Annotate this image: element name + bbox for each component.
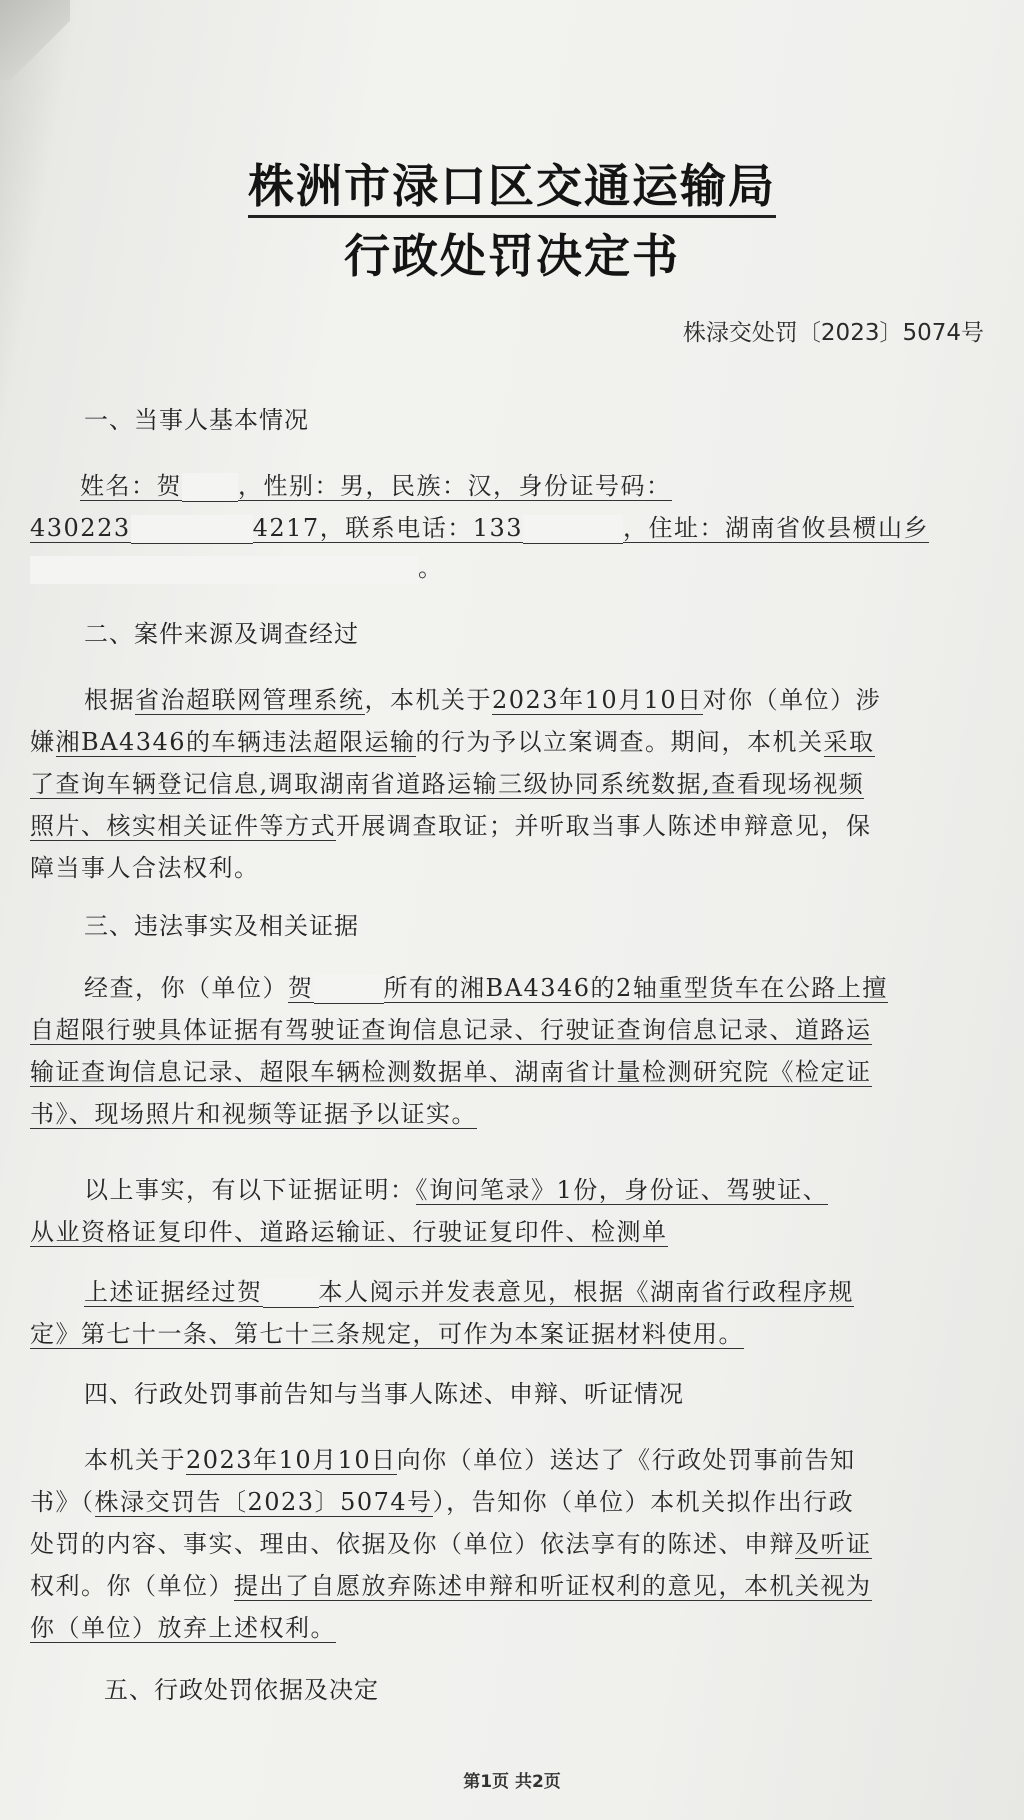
party-line-3: 。: [30, 548, 444, 584]
notice-line-3: 处罚的内容、事实、理由、依据及你（单位）依法享有的陈述、申辩及听证: [30, 1530, 872, 1558]
source-line-5: 障当事人合法权利。: [30, 854, 260, 882]
facts-line-3: 输证查询信息记录、超限车辆检测数据单、湖南省计量检测研究院《检定证: [30, 1058, 872, 1086]
section-heading-4: 四、行政处罚事前告知与当事人陈述、申辩、听证情况: [84, 1380, 684, 1408]
source-line-3: 了查询车辆登记信息,调取湖南省道路运输三级协同系统数据,查看现场视频: [30, 770, 865, 798]
document-number: 株渌交处罚〔2023〕5074号: [682, 320, 984, 346]
document-title-type: 行政处罚决定书: [344, 229, 680, 283]
page-fold-shadow: [0, 0, 70, 80]
document-title-agency: 株洲市渌口区交通运输局: [0, 150, 1024, 216]
facts-line-1: 经查，你（单位）贺 所有的湘BA4346的2轴重型货车在公路上擅: [84, 974, 888, 1002]
notice-line-4: 权利。你（单位）提出了自愿放弃陈述申辩和听证权利的意见，本机关视为: [30, 1572, 872, 1600]
evidence-line-1: 以上事实，有以下证据证明：《询问笔录》1份，身份证、驾驶证、: [84, 1176, 829, 1204]
section-heading-1: 一、当事人基本情况: [84, 406, 309, 434]
section-heading-5: 五、行政处罚依据及决定: [104, 1676, 379, 1704]
party-line-2: 430223 4217，联系电话：133 ，住址：湖南省攸县槚山乡: [30, 514, 930, 542]
source-line-4: 照片、核实相关证件等方式开展调查取证；并听取当事人陈述申辩意见，保: [30, 812, 872, 840]
notice-line-2: 书》（株渌交罚告〔2023〕5074号），告知你（单位）本机关拟作出行政: [30, 1488, 855, 1516]
section-heading-2: 二、案件来源及调查经过: [84, 620, 359, 648]
page-number-footer: 第1页 共2页: [463, 1772, 561, 1792]
source-line-1: 根据省治超联网管理系统，本机关于2023年10月10日对你（单位）涉: [84, 686, 882, 714]
notice-line-5: 你（单位）放弃上述权利。: [30, 1614, 336, 1642]
source-line-2: 嫌湘BA4346的车辆违法超限运输的行为予以立案调查。期间，本机关采取: [30, 728, 875, 756]
facts-line-4: 书》、现场照片和视频等证据予以证实。: [30, 1100, 477, 1128]
review-line-2: 定》第七十一条、第七十三条规定，可作为本案证据材料使用。: [30, 1320, 744, 1348]
party-line-1: 姓名：贺 ，性别：男，民族：汉，身份证号码：: [80, 472, 672, 500]
review-line-1: 上述证据经过贺 本人阅示并发表意见，根据《湖南省行政程序规: [84, 1278, 854, 1306]
notice-line-1: 本机关于2023年10月10日向你（单位）送达了《行政处罚事前告知: [84, 1446, 856, 1474]
facts-line-2: 自超限行驶具体证据有驾驶证查询信息记录、行驶证查询信息记录、道路运: [30, 1016, 872, 1044]
evidence-line-2: 从业资格证复印件、道路运输证、行驶证复印件、检测单: [30, 1218, 668, 1246]
section-heading-3: 三、违法事实及相关证据: [84, 912, 359, 940]
